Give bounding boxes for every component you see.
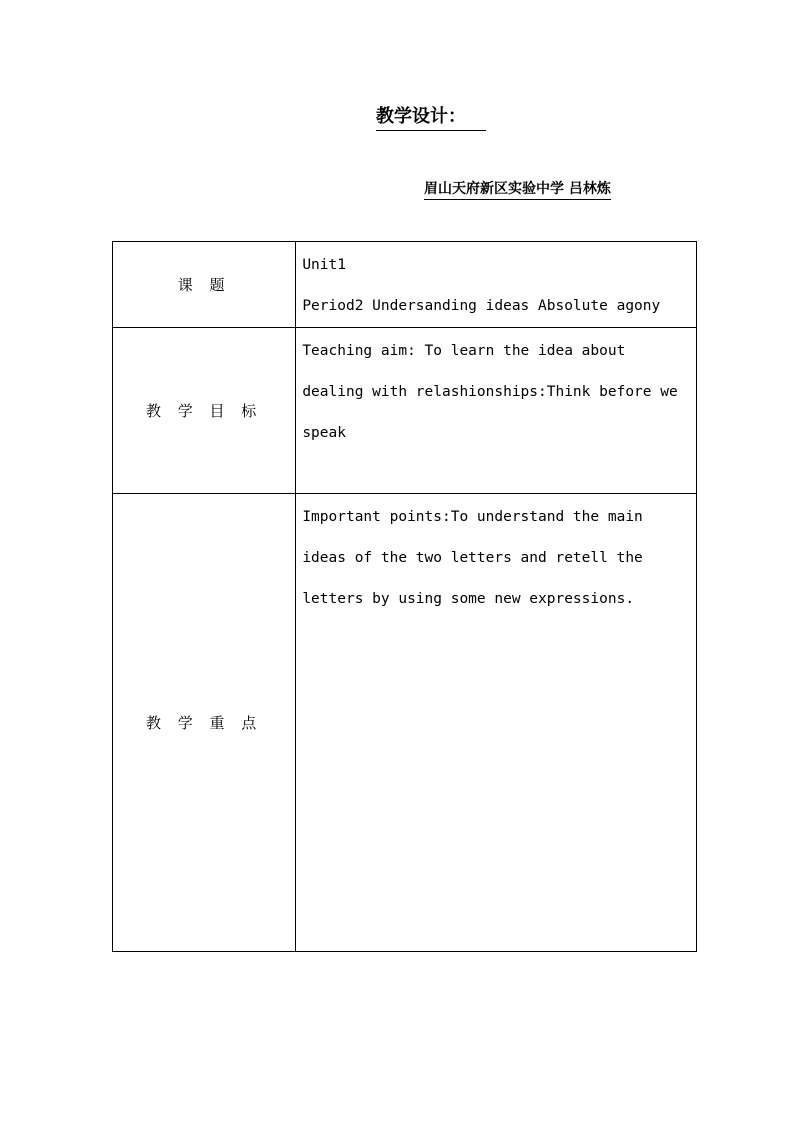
aim-line-1: Teaching aim: To learn the idea about: [302, 343, 626, 359]
topic-line-2: Period2 Undersanding ideas Absolute agony: [302, 298, 661, 314]
author-line: 眉山天府新区实验中学 吕林炼: [424, 179, 611, 200]
table-row-teaching-aim: [113, 328, 697, 494]
label-teaching-focus: 教 学 重 点: [113, 494, 296, 952]
lesson-plan-table: [112, 241, 697, 952]
focus-line-2: ideas of the two letters and retell the: [302, 550, 643, 566]
content-teaching-focus: [296, 494, 697, 952]
content-teaching-aim: [296, 328, 697, 494]
table-row-topic: [113, 242, 697, 328]
content-topic: [296, 242, 697, 328]
aim-line-2: dealing with relashionships:Think before we: [302, 384, 678, 400]
label-teaching-aim: 教 学 目 标: [113, 328, 296, 494]
focus-line-3: letters by using some new expressions.: [302, 591, 635, 607]
focus-line-1: Important points:To understand the main: [302, 509, 643, 525]
document-title: 教学设计：: [376, 104, 486, 131]
label-topic: 课 题: [113, 242, 296, 328]
table-row-teaching-focus: [113, 494, 697, 952]
topic-line-1: Unit1: [302, 257, 346, 273]
aim-line-3: speak: [302, 425, 346, 441]
